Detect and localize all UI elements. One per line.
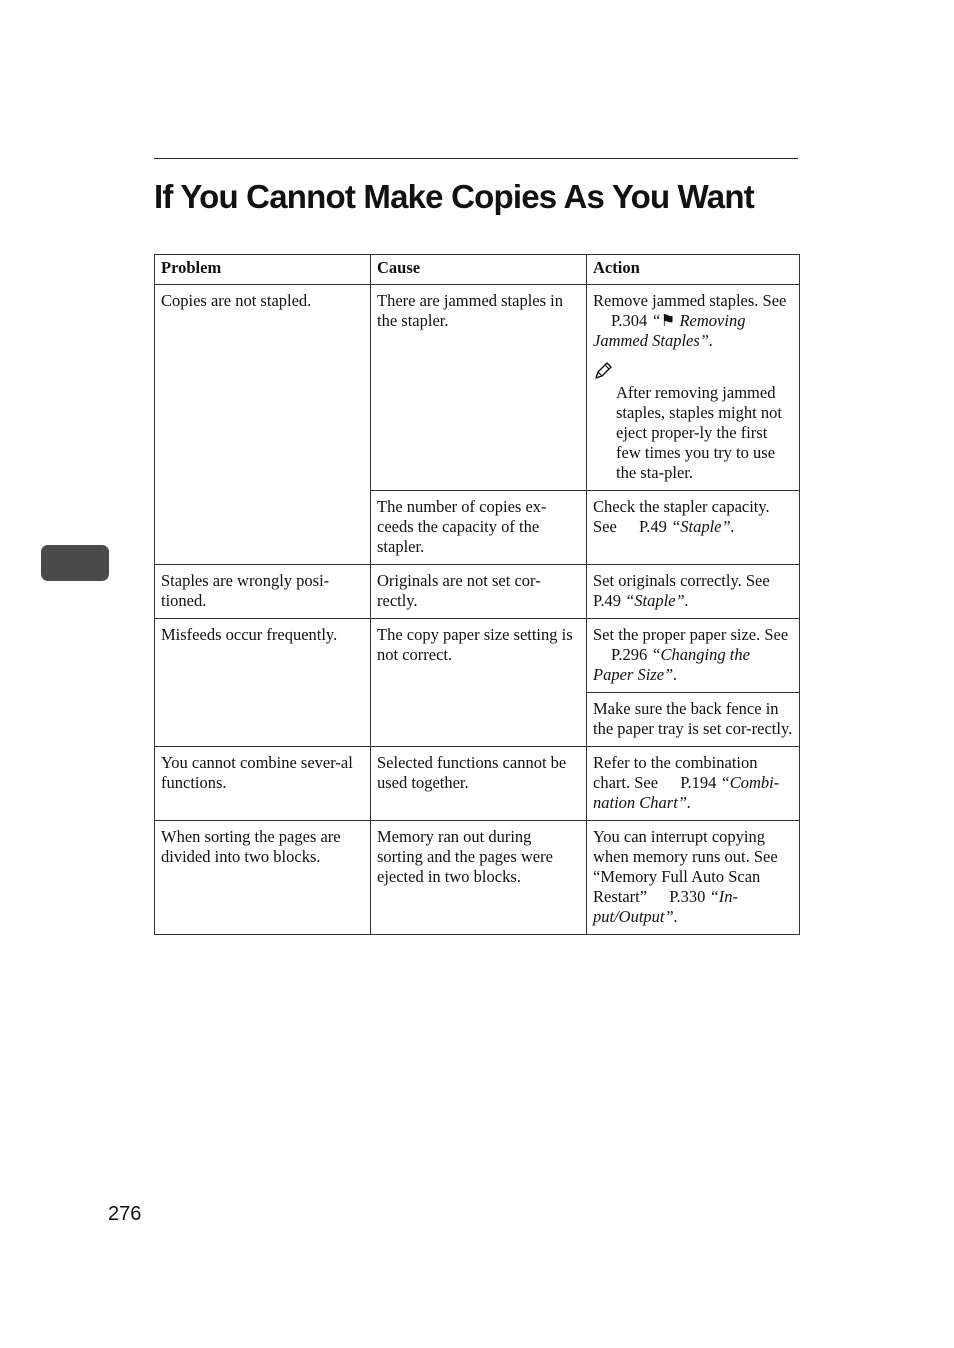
note-text: After removing jammed staples, staples might not eject proper-ly the first few times you try to use the sta-pler. (616, 383, 782, 482)
table-row (155, 821, 800, 935)
table-row (155, 619, 800, 693)
header-cause: Cause (371, 255, 587, 285)
action-cell: Make sure the back fence in the paper tray is set cor-rectly. (587, 693, 800, 747)
section-reference[interactable]: “Changing the Paper Size” (593, 645, 750, 684)
page-reference[interactable]: P.194 (680, 773, 717, 792)
table-row (155, 747, 800, 821)
action-text: Refer to the combination chart. See (593, 753, 758, 792)
pencil-note-icon (593, 361, 613, 381)
section-reference[interactable]: “Staple” (625, 591, 685, 610)
action-cell: Check the stapler capacity. See P.49 “Staple”. (587, 491, 800, 565)
action-text: Set originals correctly. See (593, 571, 770, 590)
action-text: Remove jammed staples. See (593, 291, 787, 310)
cause-cell: Memory ran out during sorting and the pages were ejected in two blocks. (371, 821, 587, 935)
section-reference[interactable]: “Combi-nation Chart” (593, 773, 780, 812)
page-reference[interactable]: P.296 (611, 645, 648, 664)
section-reference[interactable]: “In-put/Output” (593, 887, 738, 926)
problem-cell: Misfeeds occur frequently. (155, 619, 371, 747)
table-row (155, 565, 800, 619)
action-text: Check the stapler capacity. See (593, 497, 770, 536)
page-reference[interactable]: P.49 (593, 591, 621, 610)
page-reference[interactable]: P.49 (638, 517, 667, 536)
open-quote: “ (651, 311, 661, 330)
action-cell: Remove jammed staples. See P.304 “⚑ Removing Jammed Staples”. After removing jammed staples, staples might not eject proper-ly the first few times you try to use the sta-pler. (587, 285, 800, 491)
page-reference[interactable]: P.304 (611, 311, 648, 330)
action-cell: Set originals correctly. See P.49 “Staple”. (587, 565, 800, 619)
cause-cell: The number of copies ex-ceeds the capacity of the stapler. (371, 491, 587, 565)
cause-cell: Selected functions cannot be used together. (371, 747, 587, 821)
cause-cell: Originals are not set cor-rectly. (371, 565, 587, 619)
action-text: You can interrupt copying when memory runs out. See “Memory Full Auto Scan Restart” (593, 827, 778, 906)
cause-cell: The copy paper size setting is not correct. (371, 619, 587, 747)
table-row (155, 285, 800, 491)
action-cell: You can interrupt copying when memory runs out. See “Memory Full Auto Scan Restart” P.330 “In-put/Output”. (587, 821, 800, 935)
page-number: 276 (108, 1203, 142, 1225)
page-reference[interactable]: P.330 (669, 887, 706, 906)
section-reference[interactable]: “Staple” (671, 517, 731, 536)
action-text: Set the proper paper size. See (593, 625, 789, 644)
problem-cell: You cannot combine sever-al functions. (155, 747, 371, 821)
page-title: If You Cannot Make Copies As You Want (154, 178, 754, 215)
top-rule (154, 158, 798, 159)
header-action: Action (587, 255, 800, 285)
action-cell: Set the proper paper size. See P.296 “Changing the Paper Size”. (587, 619, 800, 693)
table-header-row (155, 255, 800, 285)
troubleshooting-table (154, 254, 800, 935)
section-reference[interactable]: Removing Jammed Staples” (593, 311, 746, 350)
header-problem: Problem (155, 255, 371, 285)
staple-unit-icon: ⚑ (660, 311, 676, 330)
cause-cell: There are jammed staples in the stapler. (371, 285, 587, 491)
problem-cell: Staples are wrongly posi-tioned. (155, 565, 371, 619)
chapter-tab (41, 545, 109, 581)
action-cell: Refer to the combination chart. See P.194 “Combi-nation Chart”. (587, 747, 800, 821)
problem-cell: Copies are not stapled. (155, 285, 371, 565)
problem-cell: When sorting the pages are divided into two blocks. (155, 821, 371, 935)
